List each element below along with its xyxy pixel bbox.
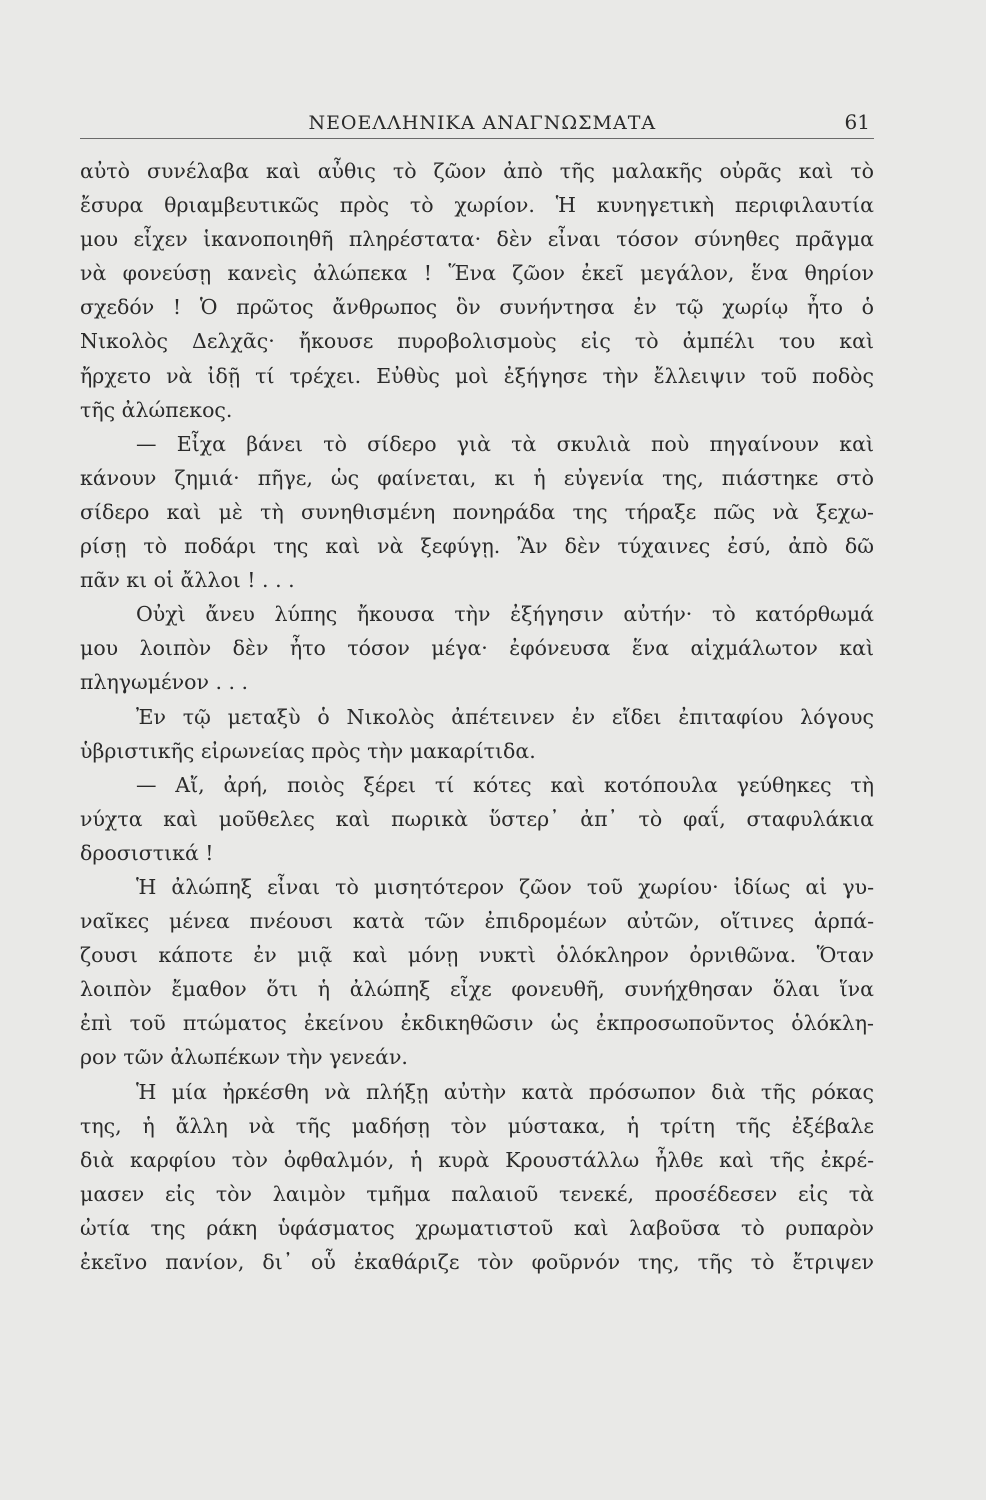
text-line: αὐτὸ συνέλαβα καὶ αὖθις τὸ ζῶον ἀπὸ τῆς μαλακῆς οὐρᾶς καὶ τὸ <box>80 159 874 183</box>
text-line: Ἡ ἀλώπηξ εἶναι τὸ μισητότερον ζῶον τοῦ χωρίου· ἰδίως αἱ γυ- <box>136 874 874 899</box>
running-title: ΝΕΟΕΛΛΗΝΙΚΑ ΑΝΑΓΝΩΣΜΑΤΑ <box>308 112 657 134</box>
text-line: ἔσυρα θριαμβευτικῶς πρὸς τὸ χωρίον. Ἡ κυνηγετικὴ περιφιλαυτία <box>80 193 874 218</box>
text-line: Ἡ μία ἠρκέσθη νὰ πλήξῃ αὐτὴν κατὰ πρόσωπον διὰ τῆς ρόκας <box>136 1079 874 1104</box>
text-line: διὰ καρφίου τὸν ὀφθαλμόν, ἡ κυρὰ Κρουστάλλω ἦλθε καὶ τῆς ἐκρέ- <box>80 1147 874 1172</box>
text-line: νὰ φονεύσῃ κανεὶς ἀλώπεκα ! Ἕνα ζῶον ἐκεῖ μεγάλον, ἕνα θηρίον <box>80 261 874 286</box>
text-line: ναῖκες μένεα πνέουσι κατὰ τῶν ἐπιδρομέων αὐτῶν, οἵτινες ἁρπά- <box>80 909 874 934</box>
text-line: Οὐχὶ ἄνευ λύπης ἤκουσα τὴν ἐξήγησιν αὐτήν· τὸ κατόρθωμά <box>136 602 874 627</box>
text-line: ὠτία της ράκη ὑφάσματος χρωματιστοῦ καὶ λαβοῦσα τὸ ρυπαρὸν <box>80 1215 874 1240</box>
text-line: ὑβριστικῆς εἰρωνείας πρὸς τὴν μακαρίτιδα. <box>80 738 536 763</box>
text-line: ρον τῶν ἀλωπέκων τὴν γενεάν. <box>80 1045 408 1070</box>
text-line: ἐπὶ τοῦ πτώματος ἐκείνου ἐκδικηθῶσιν ὡς ἐκπροσωποῦντος ὁλόκλη- <box>80 1011 874 1036</box>
page-header <box>80 94 874 134</box>
text-line: πᾶν κι οἱ ἄλλοι ! . . . <box>80 568 295 593</box>
text-line: μου εἶχεν ἱκανοποιηθῆ πληρέστατα· δὲν εἶναι τόσον σύνηθες πρᾶγμα <box>80 227 874 252</box>
text-line: κάνουν ζημιά· πῆγε, ὡς φαίνεται, κι ἡ εὐγενία της, πιάστηκε στὸ <box>80 465 874 490</box>
body-text <box>80 154 874 1279</box>
text-line: δροσιστικά ! <box>80 840 214 865</box>
text-line: νύχτα καὶ μοῦθελες καὶ πωρικὰ ὕστερ᾽ ἀπ᾽ τὸ φαΐ, σταφυλάκια <box>80 806 874 831</box>
page-number: 61 <box>844 110 870 134</box>
header-rule <box>80 138 874 139</box>
text-line: — Αἴ, ἀρή, ποιὸς ξέρει τί κότες καὶ κοτόπουλα γεύθηκες τὴ <box>136 772 874 797</box>
text-line: σίδερο καὶ μὲ τὴ συνηθισμένη πονηράδα της τήραξε πῶς νὰ ξεχω- <box>80 499 874 524</box>
text-line: πληγωμένον . . . <box>80 670 249 695</box>
text-line: μασεν εἰς τὸν λαιμὸν τμῆμα παλαιοῦ τενεκέ, προσέδεσεν εἰς τὰ <box>80 1181 874 1206</box>
text-line: τῆς ἀλώπεκος. <box>80 397 233 422</box>
text-line: ἤρχετο νὰ ἰδῇ τί τρέχει. Εὐθὺς μοὶ ἐξήγησε τὴν ἔλλειψιν τοῦ ποδὸς <box>80 363 874 388</box>
text-line: μου λοιπὸν δὲν ἦτο τόσον μέγα· ἐφόνευσα ἕνα αἰχμάλωτον καὶ <box>80 636 874 661</box>
text-line: σχεδόν ! Ὁ πρῶτος ἄνθρωπος ὃν συνήντησα ἐν τῷ χωρίῳ ἦτο ὁ <box>80 295 874 320</box>
text-line: Νικολὸς Δελχᾶς· ἤκουσε πυροβολισμοὺς εἰς τὸ ἀμπέλι του καὶ <box>80 329 874 354</box>
text-line: ζουσι κάποτε ἐν μιᾷ καὶ μόνῃ νυκτὶ ὁλόκληρον ὀρνιθῶνα. Ὅταν <box>80 943 874 968</box>
text-line: Ἐν τῷ μεταξὺ ὁ Νικολὸς ἀπέτεινεν ἐν εἴδει ἐπιταφίου λόγους <box>136 704 874 729</box>
text-line: ἐκεῖνο πανίον, δι᾽ οὗ ἐκαθάριζε τὸν φοῦρνόν της, τῆς τὸ ἔτριψεν <box>80 1250 874 1274</box>
text-line: — Εἶχα βάνει τὸ σίδερο γιὰ τὰ σκυλιὰ ποὺ πηγαίνουν καὶ <box>136 431 874 456</box>
text-line: λοιπὸν ἔμαθον ὅτι ἡ ἀλώπηξ εἶχε φονευθῆ, συνήχθησαν ὅλαι ἵνα <box>80 977 874 1002</box>
text-line: της, ἡ ἄλλη νὰ τῆς μαδήσῃ τὸν μύστακα, ἡ τρίτη τῆς ἐξέβαλε <box>80 1113 874 1138</box>
text-line: ρίσῃ τὸ ποδάρι της καὶ νὰ ξεφύγῃ. Ἂν δὲν τύχαινες ἐσύ, ἀπὸ δῶ <box>80 534 874 559</box>
